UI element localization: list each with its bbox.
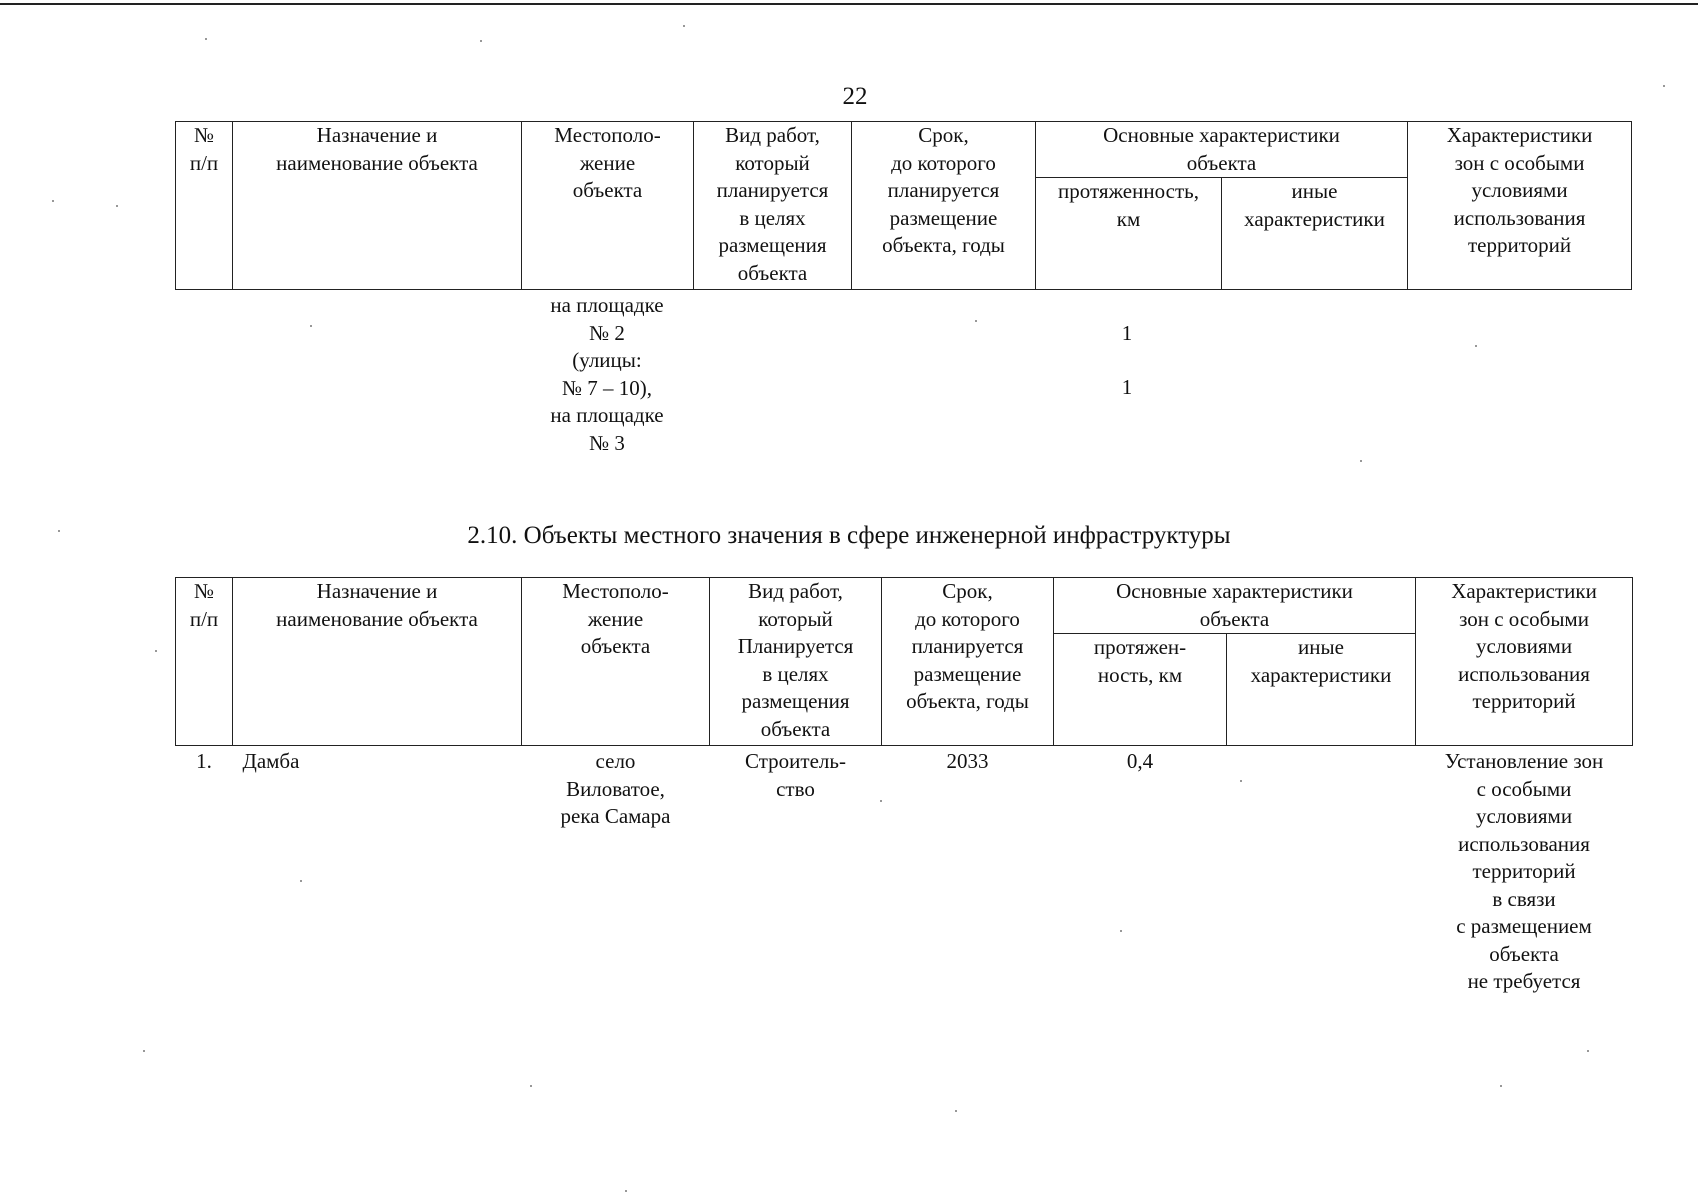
scan-speck <box>300 880 302 882</box>
scan-speck <box>625 1190 627 1192</box>
page-number: 22 <box>842 83 868 110</box>
header-work-type: Вид работ, который Планируется в целях размещения объекта <box>710 578 882 746</box>
scan-speck <box>880 800 882 802</box>
scan-speck <box>1663 85 1665 87</box>
header-zone-characteristics: Характеристики зон с особыми условиями использования территорий <box>1416 578 1633 746</box>
row-location: село Виловатое, река Самара <box>560 749 671 828</box>
header-number: № п/п <box>176 122 233 290</box>
scan-speck <box>955 1110 957 1112</box>
scan-speck <box>1475 345 1477 347</box>
scan-speck <box>155 650 157 652</box>
scan-speck <box>1240 780 1242 782</box>
header-location: Местополо- жение объекта <box>522 578 710 746</box>
row-object-name: Дамба <box>242 749 300 773</box>
scan-speck <box>1587 1050 1589 1052</box>
continued-length-value: 1 <box>1121 321 1133 345</box>
scan-speck <box>205 38 207 40</box>
scan-speck <box>975 320 977 322</box>
header-zone-characteristics: Характеристики зон с особыми условиями использования территорий <box>1408 122 1632 290</box>
table-row <box>176 746 1633 996</box>
header-work-type: Вид работ, который планируется в целях размещения объекта <box>694 122 852 290</box>
scan-speck <box>683 25 685 27</box>
row-other-characteristics <box>1227 746 1416 996</box>
scan-speck <box>116 205 118 207</box>
scan-speck <box>530 1085 532 1087</box>
scan-speck <box>480 40 482 42</box>
header-term: Срок, до которого планируется размещение объекта, годы <box>852 122 1036 290</box>
scan-speck <box>143 1050 145 1052</box>
continued-location-cell: на площадке № 2 (улицы: № 7 – 10), на площадке № 3 <box>550 293 664 455</box>
header-main-characteristics: Основные характеристики объекта <box>1036 122 1408 178</box>
header-length: протяжен- ность, км <box>1054 634 1227 746</box>
scan-speck <box>58 530 60 532</box>
header-term: Срок, до которого планируется размещение объекта, годы <box>882 578 1054 746</box>
scan-speck <box>1120 930 1122 932</box>
section-title: 2.10. Объекты местного значения в сфере инженерной инфраструктуры <box>467 522 1231 549</box>
scan-speck <box>1500 1085 1502 1087</box>
header-name: Назначение и наименование объекта <box>233 578 522 746</box>
header-main-characteristics: Основные характеристики объекта <box>1054 578 1416 634</box>
row-term: 2033 <box>946 749 989 773</box>
row-zone-characteristics: Установление зон с особыми условиями использования территорий в связи с размещением объекта не требуется <box>1444 749 1604 993</box>
engineering-infrastructure-table <box>175 577 1633 996</box>
header-other-characteristics: иные характеристики <box>1222 178 1408 290</box>
header-number: № п/п <box>176 578 233 746</box>
continued-length-value: 1 <box>1121 375 1133 399</box>
scan-speck <box>310 325 312 327</box>
objects-table-continued <box>175 121 1632 290</box>
header-name: Назначение и наименование объекта <box>233 122 522 290</box>
header-length: протяженность, км <box>1036 178 1222 290</box>
row-number: 1. <box>196 749 212 773</box>
header-other-characteristics: иные характеристики <box>1227 634 1416 746</box>
row-length: 0,4 <box>1126 749 1154 773</box>
row-work-type: Строитель- ство <box>745 749 846 801</box>
header-location: Местополо- жение объекта <box>522 122 694 290</box>
scan-speck <box>52 200 54 202</box>
top-border-line <box>0 3 1698 5</box>
scan-speck <box>1360 460 1362 462</box>
